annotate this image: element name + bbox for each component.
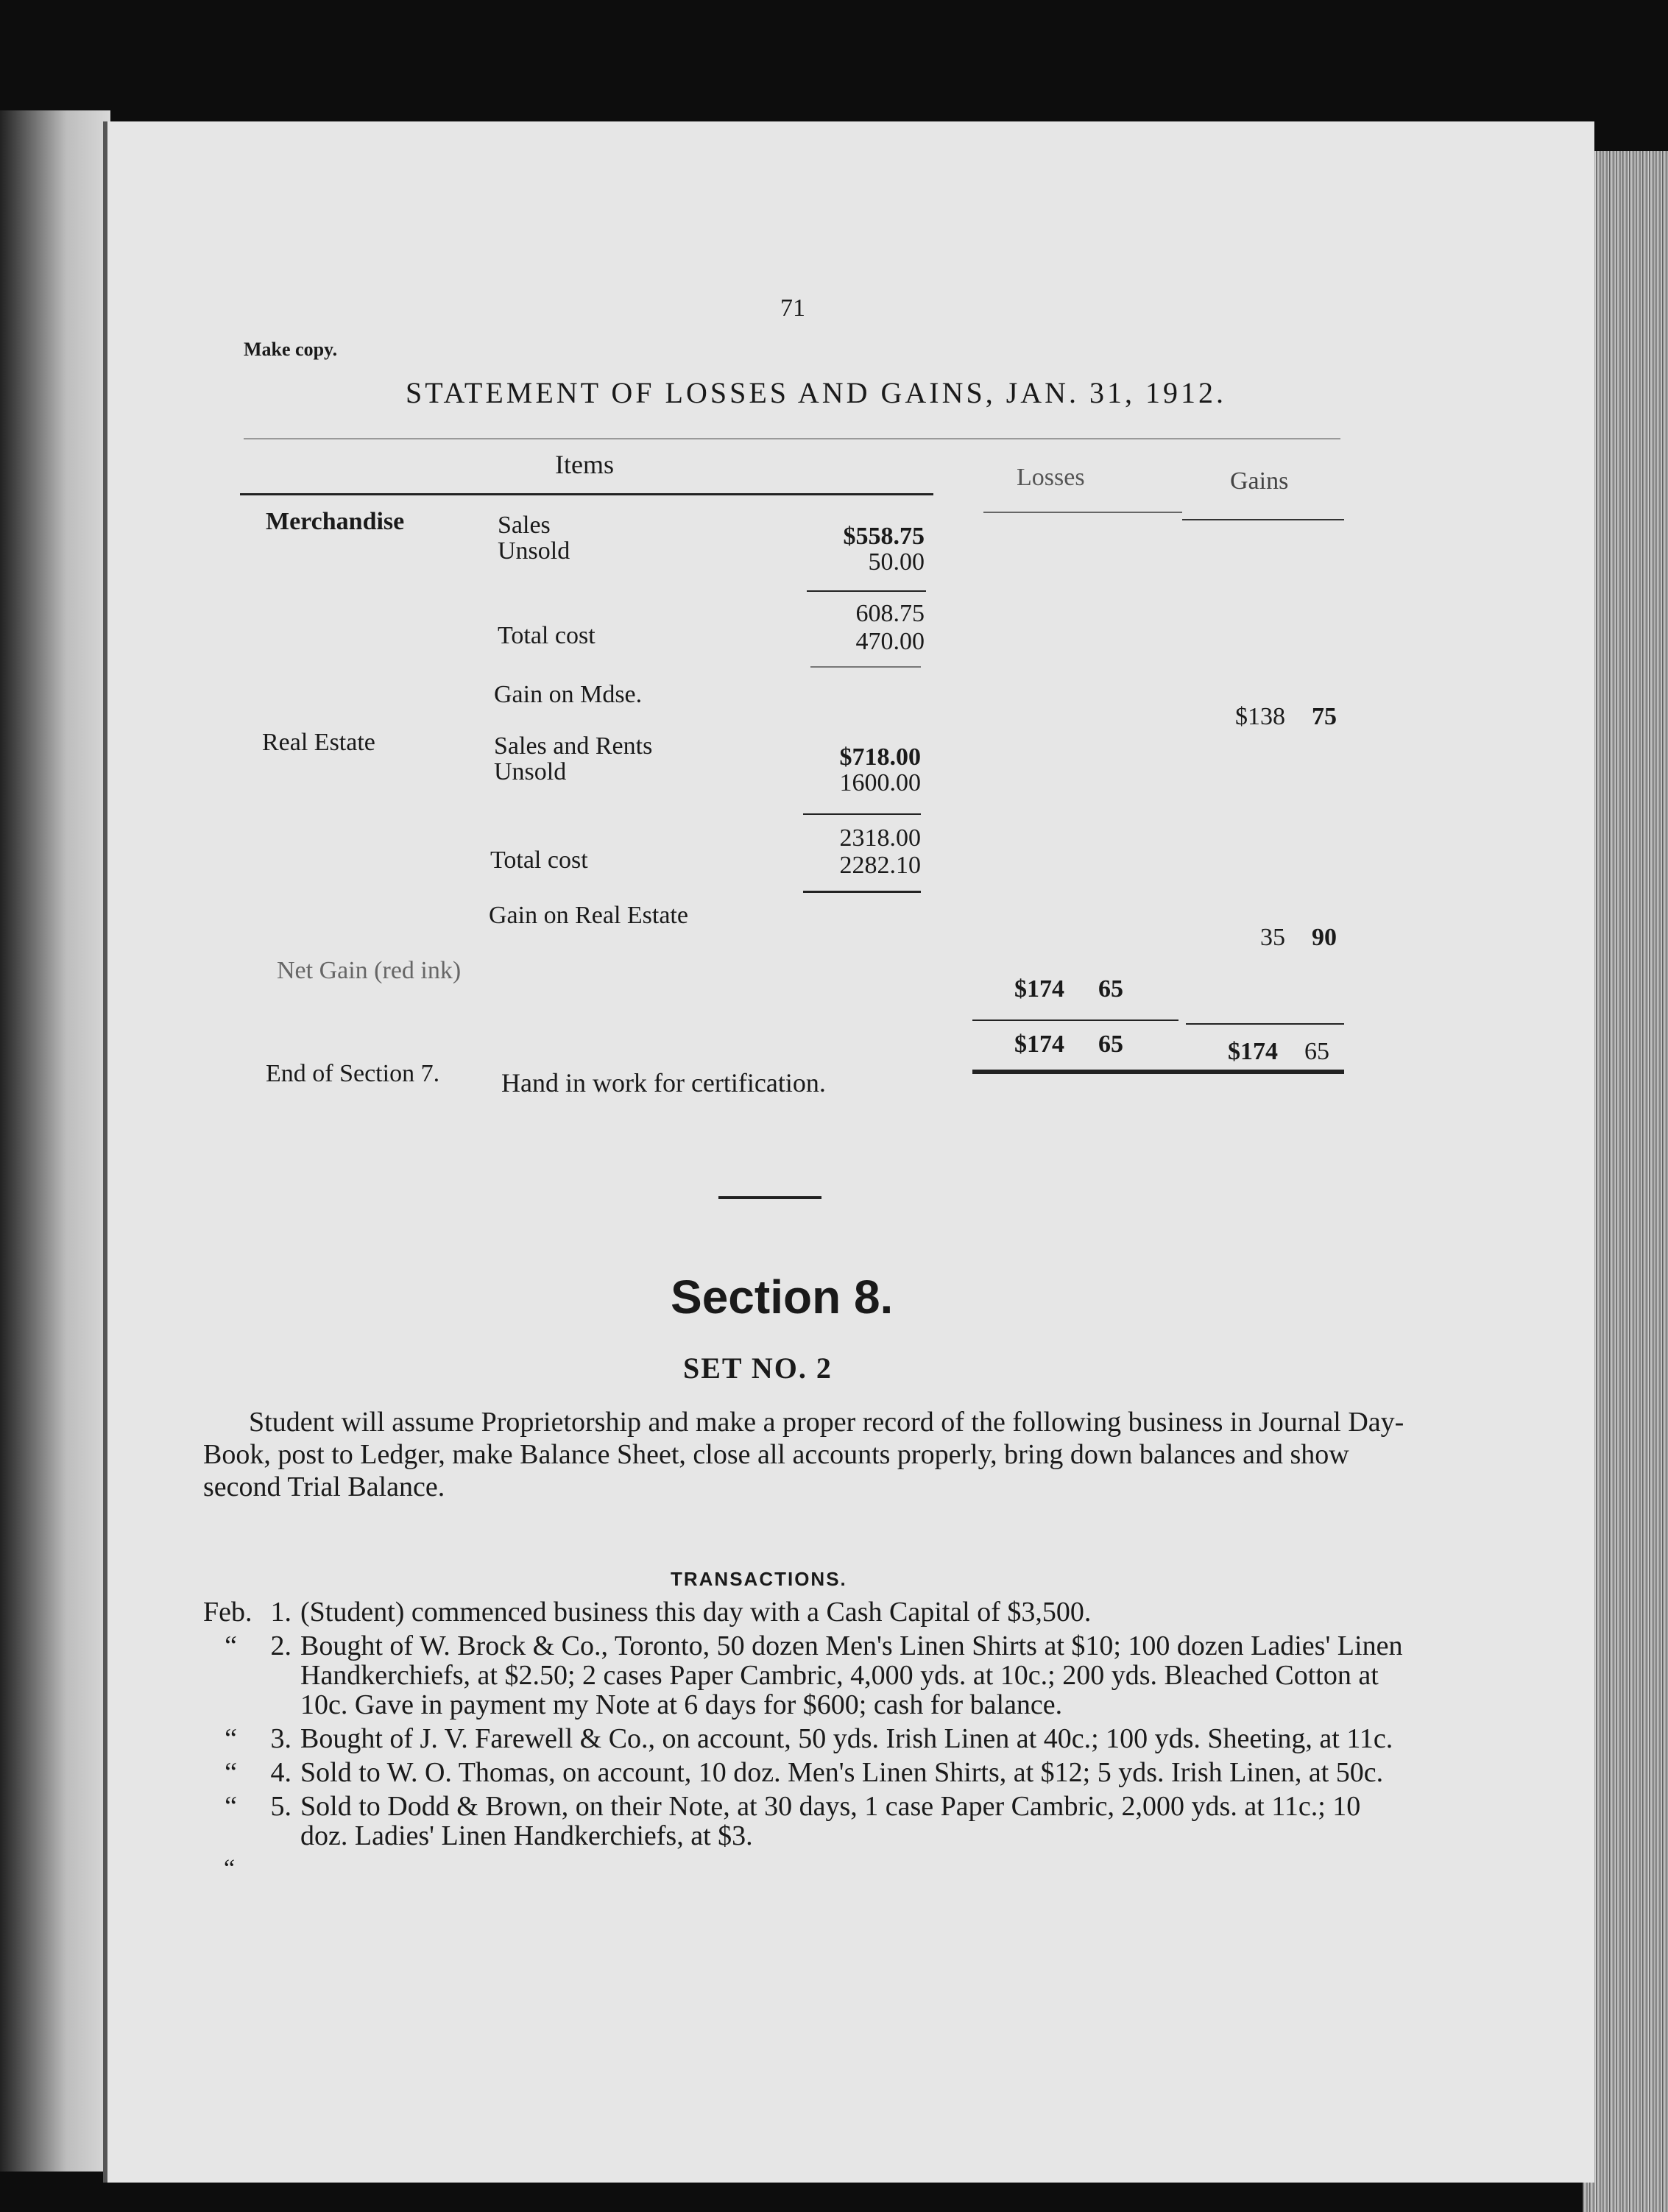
value-re-subtotal: 2318.00 (839, 824, 921, 852)
gain-mdse-dollars: $138 (1235, 703, 1285, 730)
transaction-text: Sold to Dodd & Brown, on their Note, at 30 days, 1 case Paper Cambric, 2,000 yds. at 11c.; 10 doz. Ladies' Linen Handkerchiefs, at $3. (300, 1791, 1361, 1851)
transaction-text: Bought of W. Brock & Co., Toronto, 50 dozen Men's Linen Shirts at $10; 100 dozen Ladies' Linen Handkerchiefs, at $2.50; 2 cases Paper Cambric, 4,000 yds. at 10c.; 200 yds. Bleached Cotton at 10c. Gave in payment my Note at 6 days for $600; cash for balance. (300, 1630, 1403, 1720)
transaction-number: 1. (270, 1597, 291, 1628)
value-total-cost: 470.00 (855, 628, 925, 655)
label-total-cost: Total cost (498, 622, 596, 649)
statement-title: STATEMENT OF LOSSES AND GAINS, JAN. 31, 1912. (406, 376, 1227, 409)
net-gain-cents: 65 (1098, 975, 1123, 1003)
transaction-text: Sold to W. O. Thomas, on account, 10 doz. Men's Linen Shirts, at $12; 5 yds. Irish Linen, at 50c. (300, 1757, 1384, 1788)
total-loss-cents: 65 (1098, 1031, 1123, 1058)
label-unsold: Unsold (498, 537, 570, 565)
transaction-month: “ (225, 1630, 237, 1661)
transaction-month: “ (225, 1723, 237, 1754)
label-sales-rents: Sales and Rents (494, 732, 653, 760)
section-intro: Student will assume Proprietorship and make a proper record of the following business in Journal Day-Book, post to Ledger, make Balance Sheet, close all accounts properly, bring down balances and show second Trial Balance. (203, 1407, 1404, 1502)
page-number: 71 (780, 294, 805, 322)
section-heading: Section 8. (671, 1271, 894, 1324)
header-gains: Gains (1230, 467, 1289, 495)
net-gain-dollars: $174 (1014, 975, 1064, 1003)
transaction-number: 4. (270, 1757, 291, 1788)
transaction-item (203, 1724, 1410, 1753)
label-sales: Sales (498, 512, 551, 539)
make-copy-note: Make copy. (244, 339, 338, 360)
transaction-month: “ (225, 1757, 237, 1788)
total-loss-dollars: $174 (1014, 1031, 1064, 1058)
trailing-ditto-mark: “ (224, 1855, 236, 1882)
label-net-gain: Net Gain (red ink) (277, 957, 462, 984)
value-re-total-cost: 2282.10 (839, 852, 921, 879)
certification-note: Hand in work for certification. (501, 1068, 826, 1098)
transaction-month: “ (225, 1791, 237, 1822)
category-real-estate: Real Estate (262, 729, 375, 756)
value-sales: $558.75 (843, 523, 925, 550)
label-re-total-cost: Total cost (490, 847, 588, 874)
transaction-number: 3. (270, 1723, 291, 1754)
header-losses: Losses (1017, 464, 1085, 491)
category-merchandise: Merchandise (266, 508, 405, 535)
value-re-sales: $718.00 (839, 743, 921, 771)
total-gain-cents: 65 (1304, 1038, 1329, 1065)
transaction-text: (Student) commenced business this day with a Cash Capital of $3,500. (300, 1597, 1092, 1628)
total-gain-dollars: $174 (1228, 1038, 1278, 1065)
book-spine-left (0, 110, 110, 2172)
value-unsold: 50.00 (868, 548, 925, 576)
label-gain-real-estate: Gain on Real Estate (489, 902, 688, 929)
end-of-section-note: End of Section 7. (266, 1060, 440, 1087)
header-items: Items (555, 450, 614, 479)
book-page (103, 121, 1594, 2183)
transactions-list (203, 1597, 1410, 1883)
transaction-item (203, 1758, 1410, 1787)
label-re-unsold: Unsold (494, 758, 567, 785)
transaction-text: Bought of J. V. Farewell & Co., on account, 50 yds. Irish Linen at 40c.; 100 yds. Sheeting, at 11c. (300, 1723, 1393, 1754)
book-page-edges (1583, 151, 1668, 2212)
gain-re-cents: 90 (1312, 924, 1337, 951)
gain-re-dollars: 35 (1260, 924, 1285, 951)
label-gain-mdse: Gain on Mdse. (494, 681, 643, 708)
transactions-heading: TRANSACTIONS. (671, 1568, 847, 1590)
transaction-item (203, 1792, 1410, 1851)
value-re-unsold: 1600.00 (839, 769, 921, 796)
value-subtotal: 608.75 (855, 600, 925, 627)
transaction-item (203, 1631, 1410, 1720)
transaction-number: 5. (270, 1791, 291, 1822)
transaction-month: Feb. (203, 1597, 252, 1628)
set-number: SET NO. 2 (683, 1351, 833, 1385)
transaction-item (203, 1597, 1410, 1627)
gain-mdse-cents: 75 (1312, 703, 1337, 730)
transaction-number: 2. (270, 1630, 291, 1661)
